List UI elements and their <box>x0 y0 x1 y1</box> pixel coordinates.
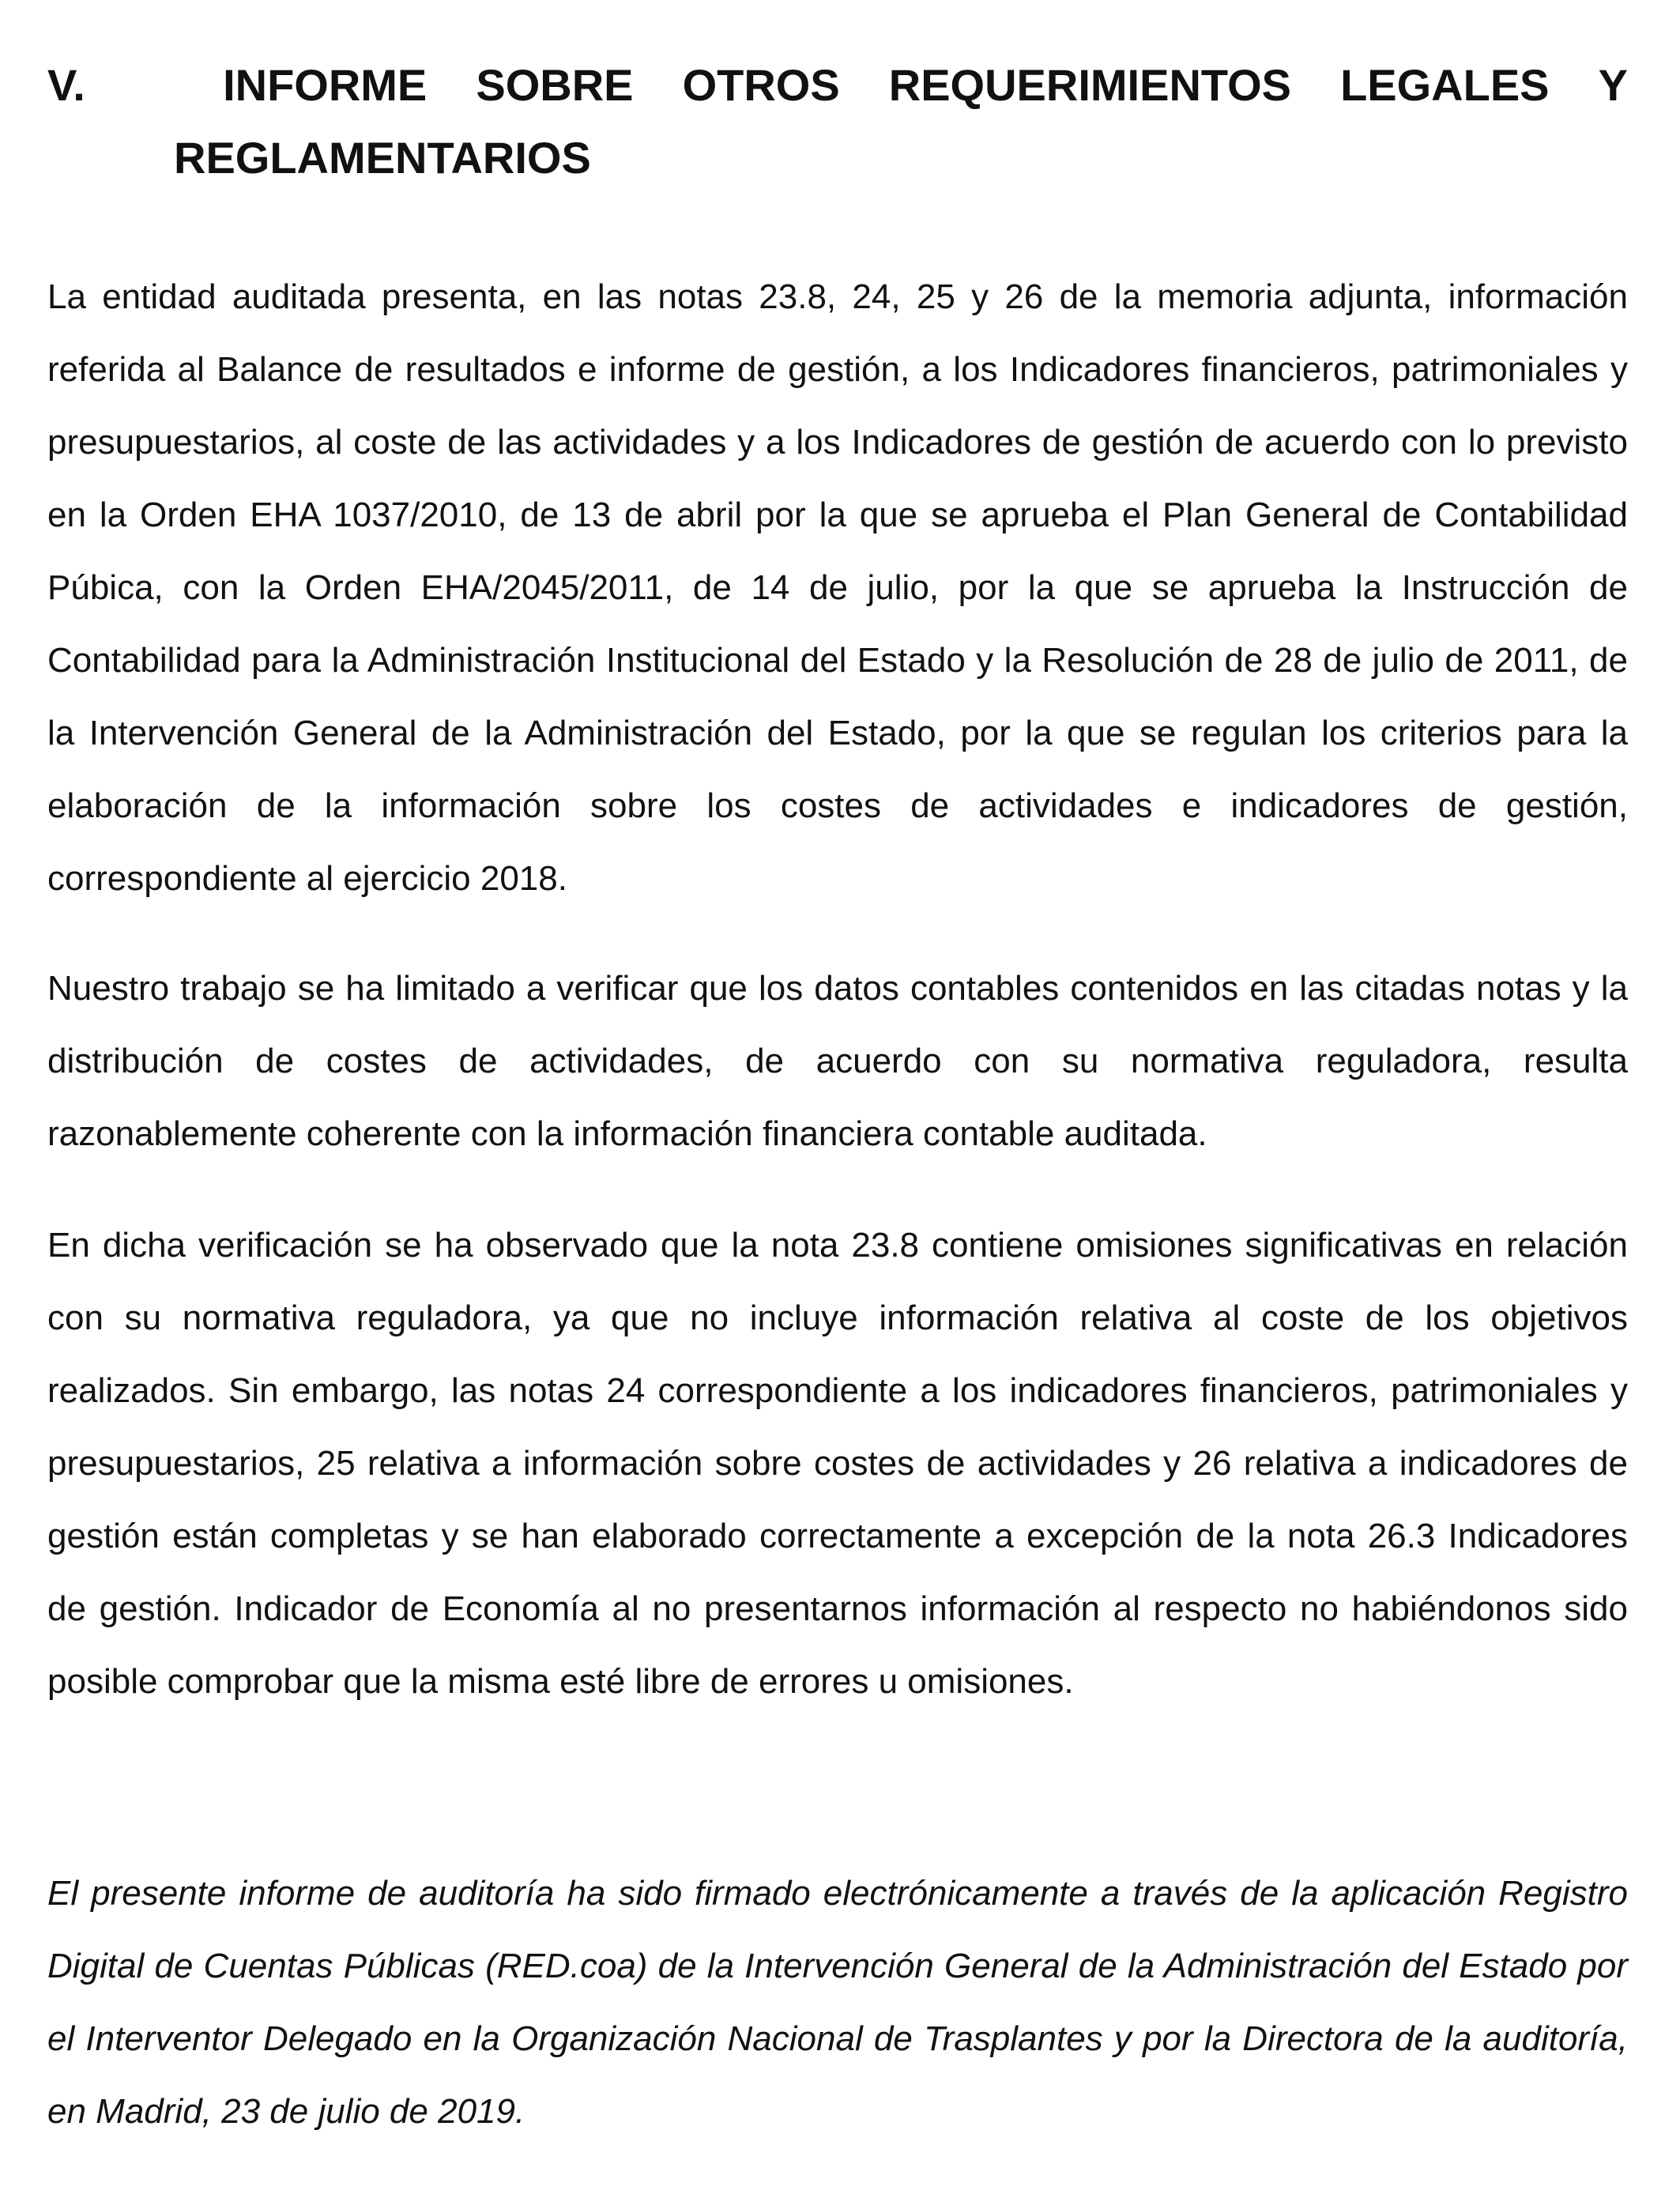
paragraph-findings: En dicha verificación se ha observado que la nota 23.8 contiene omisiones significativas en relación con su normativa reguladora, ya que no incluye información relativa al coste de los objetivos realizados. Sin embargo, las notas 24 correspondiente a los indicadores financieros, patrimoniales y presupuestarios, 25 relativa a información sobre costes de actividades y 26 relativa a indicadores de gestión están completas y se han elaborado correctamente a excepción de la nota 26.3 Indicadores de gestión. Indicador de Economía al no presentarnos información al respecto no habiéndonos sido posible comprobar que la misma esté libre de errores u omisiones. <box>47 1226 1628 1701</box>
section-heading-line-2: REGLAMENTARIOS <box>174 133 591 183</box>
section-heading <box>47 49 1628 194</box>
heading-word: REQUERIMIENTOS <box>888 60 1291 110</box>
paragraph-signature-statement: El presente informe de auditoría ha sido firmado electrónicamente a través de la aplicación Registro Digital de Cuentas Públicas (RED.coa) de la Intervención General de la Administración del Estado por el Interventor Delegado en la Organización Nacional de Trasplantes y por la Directora de la auditoría, en Madrid, 23 de julio de 2019. <box>47 1874 1628 2131</box>
heading-word: Y <box>1598 60 1628 110</box>
heading-word: LEGALES <box>1340 60 1550 110</box>
heading-word: OTROS <box>682 60 840 110</box>
section-heading-line-1 <box>47 49 1628 122</box>
paragraph-scope-of-work: Nuestro trabajo se ha limitado a verificar que los datos contables contenidos en las citadas notas y la distribución de costes de actividades, de acuerdo con su normativa reguladora, resulta razonablemente coherente con la información financiera contable auditada. <box>47 969 1628 1153</box>
section-number: V. <box>47 60 85 110</box>
heading-word: INFORME <box>223 60 428 110</box>
paragraph-information-presented: La entidad auditada presenta, en las notas 23.8, 24, 25 y 26 de la memoria adjunta, información referida al Balance de resultados e informe de gestión, a los Indicadores financieros, patrimoniales y presupuestarios, al coste de las actividades y a los Indicadores de gestión de acuerdo con lo previsto en la Orden EHA 1037/2010, de 13 de abril por la que se aprueba el Plan General de Contabilidad Púbica, con la Orden EHA/2045/2011, de 14 de julio, por la que se aprueba la Instrucción de Contabilidad para la Administración Institucional del Estado y la Resolución de 28 de julio de 2011, de la Intervención General de la Administración del Estado, por la que se regulan los criterios para la elaboración de la información sobre los costes de actividades e indicadores de gestión, correspondiente al ejercicio 2018. <box>47 277 1628 898</box>
heading-word: SOBRE <box>476 60 634 110</box>
